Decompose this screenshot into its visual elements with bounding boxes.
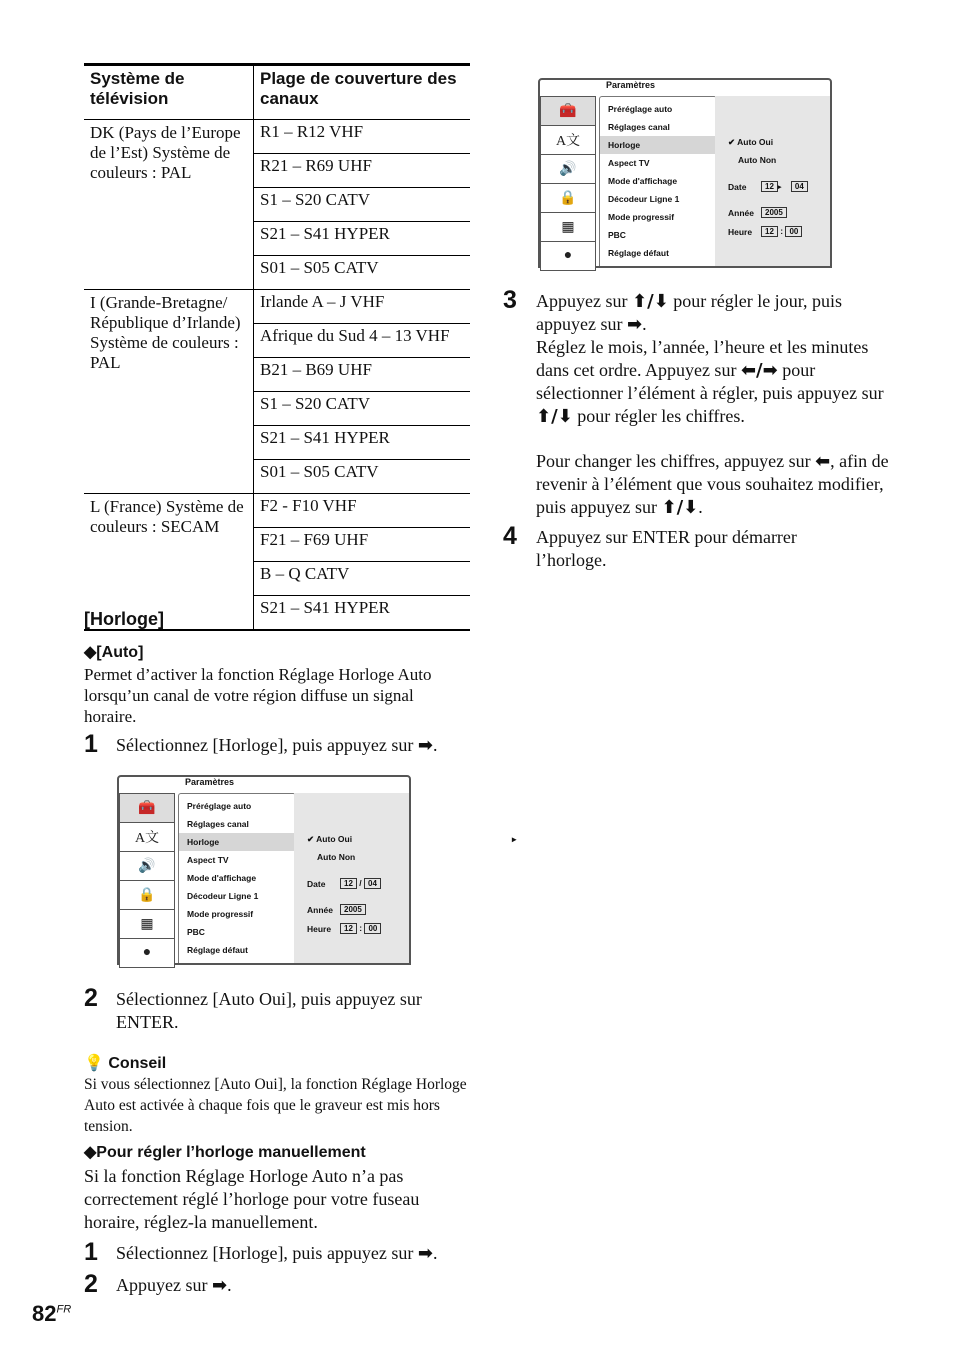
- year-field-wrap: [340, 904, 366, 915]
- day-field[interactable]: 12: [761, 181, 778, 192]
- year-field[interactable]: 2005: [761, 207, 787, 218]
- channel-table: [84, 63, 470, 631]
- menu-icon-column: [540, 96, 596, 266]
- right-arrow-icon: ➡: [417, 735, 433, 756]
- menu-item[interactable]: Mode d'affichage: [187, 873, 257, 883]
- menu-item[interactable]: Préréglage auto: [187, 801, 252, 811]
- menu-item[interactable]: Décodeur Ligne 1: [187, 891, 259, 901]
- menu-title: Paramètres: [185, 777, 235, 787]
- menu-item[interactable]: PBC: [608, 230, 626, 240]
- channel-cell: B – Q CATV: [254, 562, 471, 596]
- left-right-arrow-icon: ⬅/➡: [740, 360, 778, 381]
- date-fields: [761, 181, 808, 192]
- system-dk: DK (Pays de l’Europe de l’Est) Système de couleurs : PAL: [84, 120, 254, 290]
- step-1-text: Sélectionnez [Horloge], puis appuyez sur ➡.: [116, 735, 438, 756]
- settings-menu-1: [117, 775, 517, 965]
- auto-description: Permet d’activer la fonction Réglage Horloge Auto lorsqu’un canal de votre région diffuse un signal horaire.: [84, 665, 432, 726]
- tip-text: Si vous sélectionnez [Auto Oui], la fonction Réglage Horloge Auto est activée à chaque fois que le graveur est mis hors tension.: [84, 1076, 467, 1135]
- menu-item[interactable]: Décodeur Ligne 1: [608, 194, 680, 204]
- speaker-icon[interactable]: 🔊: [540, 155, 596, 184]
- step-2-text: Sélectionnez [Auto Oui], puis appuyez sur ENTER.: [116, 989, 422, 1032]
- date-fields: 12 / 04: [340, 878, 381, 889]
- auto-off-option[interactable]: Auto Non: [738, 155, 777, 165]
- auto-title: ◆[Auto]: [84, 644, 144, 661]
- section-title: [Horloge]: [84, 609, 164, 629]
- manual-title: ◆Pour régler l’horloge manuellement: [84, 1144, 366, 1161]
- year-field-wrap: [761, 207, 787, 218]
- system-l: L (France) Système de couleurs : SECAM: [84, 494, 254, 631]
- up-down-arrow-icon: ⬆/⬇: [661, 497, 699, 518]
- step-2-number: 2: [84, 984, 98, 1012]
- page-suffix: FR: [56, 1303, 72, 1316]
- channel-cell: Afrique du Sud 4 – 13 VHF: [254, 324, 471, 358]
- language-icon[interactable]: A文: [119, 823, 175, 852]
- disc-icon[interactable]: ●: [540, 242, 596, 271]
- manual-description: Si la fonction Réglage Horloge Auto n’a pas correctement réglé l’horloge pour votre fuseau horaire, réglez-la manuellement.: [84, 1166, 420, 1232]
- film-icon[interactable]: ▦: [119, 910, 175, 939]
- channel-cell: S01 – S05 CATV: [254, 256, 471, 290]
- time-label: Heure: [728, 227, 753, 237]
- settings-menu-2: [538, 78, 832, 268]
- menu-item-selected[interactable]: Horloge: [179, 833, 295, 851]
- clock-panel: [715, 96, 830, 266]
- menu-item[interactable]: Aspect TV: [187, 855, 229, 865]
- language-icon[interactable]: A文: [540, 126, 596, 155]
- hour-field[interactable]: 12: [340, 923, 357, 934]
- right-arrow-icon: ➡: [626, 314, 643, 335]
- year-label: Année: [307, 905, 333, 915]
- toolbox-icon[interactable]: 🧰: [540, 96, 596, 126]
- date-label: Date: [728, 182, 747, 192]
- month-field[interactable]: 04: [364, 878, 381, 889]
- channel-cell: B21 – B69 UHF: [254, 358, 471, 392]
- check-icon: ✔: [728, 137, 736, 147]
- manual-step-1-label: Sélectionnez [Horloge], puis appuyez sur: [116, 1243, 414, 1263]
- film-icon[interactable]: ▦: [540, 213, 596, 242]
- time-fields: 12 : 00: [761, 226, 802, 237]
- manual-step-2-label: Appuyez sur: [116, 1275, 208, 1295]
- time-label: Heure: [307, 924, 332, 934]
- channel-cell: S21 – S41 HYPER: [254, 222, 471, 256]
- channel-cell: S01 – S05 CATV: [254, 460, 471, 494]
- menu-item[interactable]: Mode progressif: [608, 212, 675, 222]
- menu-items: [599, 96, 717, 266]
- header-range: Plage de couverture des canaux: [254, 65, 471, 120]
- menu-item[interactable]: PBC: [187, 927, 205, 937]
- tip-heading: [84, 1053, 166, 1073]
- step-3-number: 3: [503, 286, 517, 314]
- minute-field[interactable]: 00: [785, 226, 802, 237]
- field-arrow-icon: ▸: [777, 184, 782, 191]
- clock-panel: [294, 793, 517, 963]
- disc-icon[interactable]: ●: [119, 939, 175, 968]
- hour-field[interactable]: 12: [761, 226, 778, 237]
- menu-title: Paramètres: [606, 80, 656, 90]
- day-field[interactable]: 12: [340, 878, 357, 889]
- lock-icon[interactable]: 🔒: [540, 184, 596, 213]
- step-1-number: 1: [84, 730, 98, 758]
- auto-off-option[interactable]: Auto Non: [317, 852, 356, 862]
- step-1-label: Sélectionnez [Horloge], puis appuyez sur: [116, 735, 414, 755]
- channel-cell: F2 - F10 VHF: [254, 494, 471, 528]
- channel-cell: S1 – S20 CATV: [254, 392, 471, 426]
- step-4-number: 4: [503, 522, 517, 550]
- time-fields: 12 : 00: [340, 923, 381, 934]
- date-label: Date: [307, 879, 326, 889]
- page-number: $82^{FR}$: [32, 1301, 72, 1326]
- menu-item[interactable]: Réglages canal: [608, 122, 670, 132]
- menu-item[interactable]: Réglage défaut: [608, 248, 669, 258]
- right-arrow-icon: ➡: [211, 1275, 228, 1296]
- channel-cell: R1 – R12 VHF: [254, 120, 471, 154]
- menu-icon-column: [119, 793, 175, 963]
- check-icon: ✔: [307, 834, 315, 844]
- channel-cell: Irlande A – J VHF: [254, 290, 471, 324]
- left-arrow-icon: ⬅: [815, 451, 831, 472]
- menu-item[interactable]: Mode progressif: [187, 909, 254, 919]
- system-i: I (Grande-Bretagne/ République d’Irlande) Système de couleurs : PAL: [84, 290, 254, 494]
- right-arrow-icon: ➡: [417, 1243, 433, 1264]
- menu-item[interactable]: Mode d'affichage: [608, 176, 678, 186]
- channel-cell: R21 – R69 UHF: [254, 154, 471, 188]
- manual-step-1-text: Sélectionnez [Horloge], puis appuyez sur ➡.: [116, 1243, 438, 1264]
- toolbox-icon[interactable]: 🧰: [119, 793, 175, 823]
- header-system: Système de télévision: [84, 65, 254, 120]
- menu-item[interactable]: Réglages canal: [187, 819, 249, 829]
- manual-step-2-text: Appuyez sur ➡.: [116, 1275, 232, 1296]
- submenu-arrow-icon: ▸: [512, 834, 517, 844]
- up-down-arrow-icon: ⬆/⬇: [631, 291, 669, 312]
- menu-item-selected[interactable]: Horloge: [600, 136, 716, 154]
- speaker-icon[interactable]: 🔊: [119, 852, 175, 881]
- channel-cell: S21 – S41 HYPER: [254, 426, 471, 460]
- channel-cell: S21 – S41 HYPER: [254, 596, 471, 631]
- lightbulb-icon: 💡: [84, 1053, 104, 1072]
- auto-on-option[interactable]: ✔ Auto Oui: [728, 137, 774, 147]
- channel-cell: S1 – S20 CATV: [254, 188, 471, 222]
- manual-step-2-number: 2: [84, 1270, 98, 1298]
- tip-title: Conseil: [108, 1055, 167, 1072]
- step-3-text: Appuyez sur ⬆/⬇ pour régler le jour, puis appuyez sur ➡. Réglez le mois, l’année, l’heure et les minutes dans cet ordre. Appuyez sur ⬅/➡ pour sélectionner l’élément à régler, puis appuyez sur ⬆/⬇ pour régler les chiffres. Pour changer les chiffres, appuyez sur ⬅, afin de revenir à l’élément que vous souhaitez modifier, puis appuyez sur ⬆/⬇.: [536, 291, 889, 518]
- year-label: Année: [728, 208, 754, 218]
- step-4-text: Appuyez sur ENTER pour démarrer l’horloge.: [536, 527, 797, 570]
- menu-item[interactable]: Aspect TV: [608, 158, 650, 168]
- menu-item[interactable]: Préréglage auto: [608, 104, 673, 114]
- minute-field[interactable]: 00: [364, 923, 381, 934]
- lock-icon[interactable]: 🔒: [119, 881, 175, 910]
- month-field[interactable]: 04: [791, 181, 808, 192]
- year-field[interactable]: 2005: [340, 904, 366, 915]
- menu-items: [178, 793, 296, 963]
- manual-step-1-number: 1: [84, 1238, 98, 1266]
- menu-item[interactable]: Réglage défaut: [187, 945, 248, 955]
- auto-on-option[interactable]: ✔ Auto Oui: [307, 834, 353, 844]
- channel-cell: F21 – F69 UHF: [254, 528, 471, 562]
- up-down-arrow-icon: ⬆/⬇: [536, 406, 573, 427]
